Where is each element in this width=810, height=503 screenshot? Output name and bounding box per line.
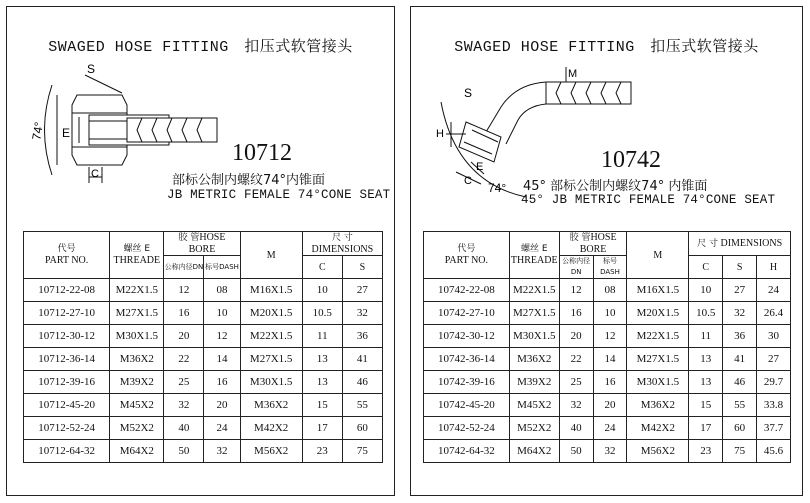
cell-dn: 16 xyxy=(164,302,204,325)
cell-dash: 14 xyxy=(593,348,627,371)
cell-dn: 50 xyxy=(164,440,204,463)
cell-c: 13 xyxy=(302,348,342,371)
cell-dash: 24 xyxy=(593,417,627,440)
panel-title xyxy=(7,35,394,56)
cell-dn: 40 xyxy=(164,417,204,440)
cell-dn: 22 xyxy=(559,348,593,371)
table-row xyxy=(24,440,383,463)
header-dn-en: DN xyxy=(570,268,582,276)
cell-c: 15 xyxy=(302,394,342,417)
cell-m: M30X1.5 xyxy=(240,371,302,394)
header-bore-en: HOSE BORE xyxy=(579,232,617,255)
cell-dn: 40 xyxy=(559,417,593,440)
cell-thread: M64X2 xyxy=(509,440,559,463)
header-part-no xyxy=(424,232,510,279)
table-row xyxy=(424,417,791,440)
title-english: SWAGED HOSE FITTING xyxy=(48,39,229,56)
header-dimensions xyxy=(689,232,791,256)
header-part-en: PART NO. xyxy=(444,255,489,266)
header-s: S xyxy=(723,256,757,279)
table-row xyxy=(424,279,791,302)
description-english: 45° JB METRIC FEMALE 74°CONE SEAT xyxy=(521,193,776,207)
cell-part: 10742-45-20 xyxy=(424,394,510,417)
cell-c: 15 xyxy=(689,394,723,417)
cell-part: 10742-27-10 xyxy=(424,302,510,325)
cell-s: 75 xyxy=(723,440,757,463)
model-number: 10712 xyxy=(232,140,292,166)
label-angle: 74° xyxy=(488,181,507,195)
cell-s: 55 xyxy=(723,394,757,417)
table-body xyxy=(424,279,791,463)
model-number: 10742 xyxy=(601,147,661,173)
cell-c: 11 xyxy=(689,325,723,348)
catalog-panel-10712 xyxy=(6,6,395,496)
cell-thread: M30X1.5 xyxy=(110,325,164,348)
cell-thread: M22X1.5 xyxy=(110,279,164,302)
cell-c: 10 xyxy=(302,279,342,302)
cell-s: 27 xyxy=(342,279,382,302)
header-dim-en: DIMENSIONS xyxy=(720,237,783,249)
title-chinese: 扣压式软管接头 xyxy=(244,37,353,55)
cell-s: 55 xyxy=(342,394,382,417)
cell-part: 10712-45-20 xyxy=(24,394,110,417)
header-bore-cn: 胶 管 xyxy=(178,233,200,243)
cell-s: 46 xyxy=(723,371,757,394)
cell-c: 13 xyxy=(689,371,723,394)
cell-dn: 32 xyxy=(559,394,593,417)
cell-c: 23 xyxy=(689,440,723,463)
cell-s: 46 xyxy=(342,371,382,394)
table-body xyxy=(24,279,383,463)
cell-h: 30 xyxy=(757,325,791,348)
header-thread-cn: 螺丝 E xyxy=(520,244,548,254)
label-s: S xyxy=(87,62,96,76)
cell-c: 23 xyxy=(302,440,342,463)
table-row xyxy=(424,440,791,463)
title-english: SWAGED HOSE FITTING xyxy=(454,39,635,56)
table-row xyxy=(24,371,383,394)
cell-dn: 50 xyxy=(559,440,593,463)
table-row xyxy=(424,325,791,348)
cell-m: M42X2 xyxy=(240,417,302,440)
cell-c: 13 xyxy=(689,348,723,371)
cell-part: 10742-30-12 xyxy=(424,325,510,348)
cell-dash: 20 xyxy=(593,394,627,417)
header-c: C xyxy=(302,256,342,279)
cell-s: 32 xyxy=(723,302,757,325)
cell-dash: 16 xyxy=(204,371,240,394)
cell-dn: 25 xyxy=(559,371,593,394)
cell-part: 10742-22-08 xyxy=(424,279,510,302)
cell-part: 10712-22-08 xyxy=(24,279,110,302)
header-h: H xyxy=(757,256,791,279)
header-thread-cn: 螺丝 E xyxy=(123,244,151,254)
cell-c: 17 xyxy=(302,417,342,440)
header-thread xyxy=(509,232,559,279)
label-e: E xyxy=(476,161,484,173)
cell-thread: M22X1.5 xyxy=(509,279,559,302)
header-thread-en: THREADE xyxy=(113,255,161,266)
label-c: C xyxy=(91,168,99,180)
catalog-panel-10742 xyxy=(410,6,803,496)
cell-c: 13 xyxy=(302,371,342,394)
cell-dash: 12 xyxy=(204,325,240,348)
fitting-drawing-straight xyxy=(27,55,227,185)
table-row xyxy=(24,279,383,302)
header-dim-cn: 尺 寸 xyxy=(331,233,353,243)
label-c: C xyxy=(464,175,472,187)
cell-dash: 32 xyxy=(593,440,627,463)
cell-part: 10742-39-16 xyxy=(424,371,510,394)
label-angle: 74° xyxy=(29,120,47,142)
cell-part: 10742-64-32 xyxy=(424,440,510,463)
cell-m: M56X2 xyxy=(627,440,689,463)
header-part-en: PART NO. xyxy=(44,255,89,266)
header-part-no xyxy=(24,232,110,279)
cell-thread: M39X2 xyxy=(110,371,164,394)
cell-part: 10712-39-16 xyxy=(24,371,110,394)
cell-s: 75 xyxy=(342,440,382,463)
table-row xyxy=(24,302,383,325)
table-row xyxy=(424,302,791,325)
cell-m: M22X1.5 xyxy=(627,325,689,348)
label-h: H xyxy=(436,128,444,140)
cell-dash: 10 xyxy=(204,302,240,325)
description-chinese: 部标公制内螺纹74°内锥面 xyxy=(172,173,326,188)
cell-m: M22X1.5 xyxy=(240,325,302,348)
cell-s: 36 xyxy=(342,325,382,348)
cell-part: 10712-64-32 xyxy=(24,440,110,463)
cell-dash: 10 xyxy=(593,302,627,325)
label-e: E xyxy=(62,126,71,140)
cell-c: 10 xyxy=(689,279,723,302)
cell-part: 10712-30-12 xyxy=(24,325,110,348)
cell-thread: M30X1.5 xyxy=(509,325,559,348)
header-bore-en: HOSE BORE xyxy=(188,232,226,255)
cell-thread: M36X2 xyxy=(509,348,559,371)
cell-m: M20X1.5 xyxy=(240,302,302,325)
header-m: M xyxy=(627,232,689,279)
cell-h: 29.7 xyxy=(757,371,791,394)
cell-dash: 08 xyxy=(204,279,240,302)
header-dash: 标号DASH xyxy=(204,256,240,279)
cell-s: 60 xyxy=(342,417,382,440)
cell-thread: M64X2 xyxy=(110,440,164,463)
cell-m: M16X1.5 xyxy=(627,279,689,302)
table-row xyxy=(24,394,383,417)
cell-m: M27X1.5 xyxy=(240,348,302,371)
cell-thread: M27X1.5 xyxy=(509,302,559,325)
cell-dn: 12 xyxy=(164,279,204,302)
cell-dash: 20 xyxy=(204,394,240,417)
cell-s: 27 xyxy=(723,279,757,302)
cell-c: 10.5 xyxy=(689,302,723,325)
cell-dash: 32 xyxy=(204,440,240,463)
cell-dn: 22 xyxy=(164,348,204,371)
header-dash-cn: 标号 xyxy=(602,257,617,265)
description-english: JB METRIC FEMALE 74°CONE SEAT xyxy=(167,188,391,202)
cell-part: 10712-27-10 xyxy=(24,302,110,325)
cell-thread: M52X2 xyxy=(509,417,559,440)
cell-s: 32 xyxy=(342,302,382,325)
header-part-cn: 代号 xyxy=(457,244,476,254)
cell-dn: 20 xyxy=(559,325,593,348)
spec-table xyxy=(23,231,383,463)
cell-thread: M27X1.5 xyxy=(110,302,164,325)
cell-h: 45.6 xyxy=(757,440,791,463)
header-dn-cn: 公称内径 xyxy=(562,257,591,265)
cell-m: M36X2 xyxy=(240,394,302,417)
cell-thread: M45X2 xyxy=(110,394,164,417)
header-thread-en: THREADE xyxy=(510,255,558,266)
header-dimensions xyxy=(302,232,382,256)
table-row xyxy=(24,348,383,371)
cell-m: M42X2 xyxy=(627,417,689,440)
label-m: M xyxy=(568,68,578,80)
cell-part: 10712-36-14 xyxy=(24,348,110,371)
title-chinese: 扣压式软管接头 xyxy=(650,37,759,55)
spec-table xyxy=(423,231,791,463)
label-s: S xyxy=(464,86,473,100)
cell-dn: 32 xyxy=(164,394,204,417)
cell-dn: 25 xyxy=(164,371,204,394)
header-hose-bore xyxy=(559,232,627,256)
cell-dash: 08 xyxy=(593,279,627,302)
cell-h: 26.4 xyxy=(757,302,791,325)
header-dn: 公称内径DN xyxy=(164,256,204,279)
cell-c: 17 xyxy=(689,417,723,440)
cell-thread: M52X2 xyxy=(110,417,164,440)
table-row xyxy=(424,371,791,394)
header-dash-en: DASH xyxy=(600,268,620,276)
header-dim-en: DIMENSIONS xyxy=(311,244,374,255)
cell-part: 10742-52-24 xyxy=(424,417,510,440)
cell-m: M16X1.5 xyxy=(240,279,302,302)
header-row xyxy=(24,232,383,256)
header-s: S xyxy=(342,256,382,279)
cell-m: M36X2 xyxy=(627,394,689,417)
cell-h: 27 xyxy=(757,348,791,371)
table-row xyxy=(424,348,791,371)
cell-m: M30X1.5 xyxy=(627,371,689,394)
header-thread xyxy=(110,232,164,279)
cell-part: 10712-52-24 xyxy=(24,417,110,440)
cell-m: M27X1.5 xyxy=(627,348,689,371)
cell-dash: 12 xyxy=(593,325,627,348)
cell-s: 36 xyxy=(723,325,757,348)
header-bore-cn: 胶 管 xyxy=(569,233,591,243)
cell-dn: 16 xyxy=(559,302,593,325)
cell-s: 60 xyxy=(723,417,757,440)
cell-dash: 16 xyxy=(593,371,627,394)
cell-s: 41 xyxy=(723,348,757,371)
description-chinese: 45° 部标公制内螺纹74° 内锥面 xyxy=(523,179,708,194)
header-m: M xyxy=(240,232,302,279)
cell-part: 10742-36-14 xyxy=(424,348,510,371)
header-part-cn: 代号 xyxy=(57,244,76,254)
header-c: C xyxy=(689,256,723,279)
panel-title xyxy=(411,35,802,56)
cell-c: 11 xyxy=(302,325,342,348)
cell-h: 37.7 xyxy=(757,417,791,440)
cell-s: 41 xyxy=(342,348,382,371)
header-row xyxy=(424,232,791,256)
header-dash xyxy=(593,256,627,279)
cell-h: 24 xyxy=(757,279,791,302)
table-row xyxy=(424,394,791,417)
cell-m: M56X2 xyxy=(240,440,302,463)
cell-c: 10.5 xyxy=(302,302,342,325)
table-row xyxy=(24,417,383,440)
cell-h: 33.8 xyxy=(757,394,791,417)
cell-dn: 12 xyxy=(559,279,593,302)
table-row xyxy=(24,325,383,348)
cell-thread: M45X2 xyxy=(509,394,559,417)
cell-dash: 24 xyxy=(204,417,240,440)
header-dim-cn: 尺 寸 xyxy=(697,238,718,249)
cell-m: M20X1.5 xyxy=(627,302,689,325)
cell-dn: 20 xyxy=(164,325,204,348)
cell-thread: M39X2 xyxy=(509,371,559,394)
cell-thread: M36X2 xyxy=(110,348,164,371)
header-hose-bore xyxy=(164,232,240,256)
cell-dash: 14 xyxy=(204,348,240,371)
header-dn xyxy=(559,256,593,279)
